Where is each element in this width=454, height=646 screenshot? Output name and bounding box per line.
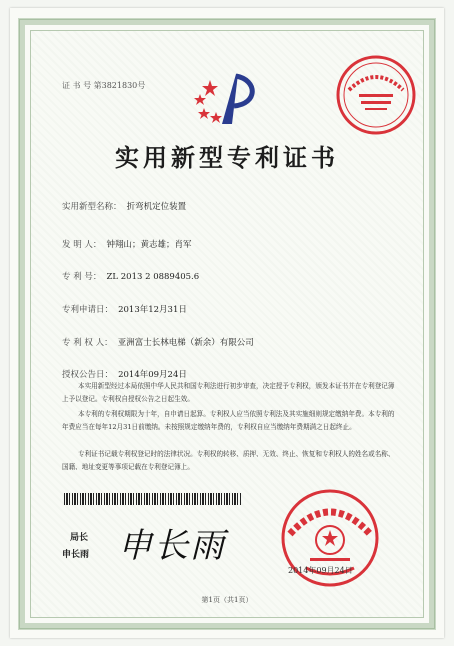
body-paragraph: 本专利的专利权期限为十年，自申请日起算。专利权人应当依照专利法及其实施细则规定缴纳年费。本专利的年费应当在每年12月31日前缴纳。未按照规定缴纳年费的，专利权自应当缴纳年费期满之日起终止。 (62, 410, 395, 431)
signature-role: 局长 (70, 533, 89, 543)
patent-office-emblem-icon (188, 70, 264, 128)
field-label: 发 明 人： (62, 240, 102, 250)
field-label: 授权公告日： (62, 370, 114, 380)
field-row (62, 297, 187, 316)
seal-date: 2014年09月24日 (288, 566, 353, 575)
field-row (62, 362, 187, 381)
barcode (64, 493, 242, 505)
field-row (62, 194, 186, 213)
field-value: 亚洲富士长林电梯（新余）有限公司 (117, 338, 254, 348)
body-paragraph: 专利证书记载专利权登记时的法律状况。专利权的转移、质押、无效、终止、恢复和专利权人的姓名或名称、国籍、地址变更等事项记载在专利登记簿上。 (62, 450, 395, 471)
page-title: 实用新型专利证书 (115, 143, 339, 172)
field-row (62, 264, 199, 283)
field-value: 折弯机定位装置 (126, 202, 187, 212)
field-value: 钟翔山；黄志雄；肖军 (106, 240, 192, 250)
signature: 申长雨 (118, 526, 226, 566)
field-value: ZL 2013 2 0889405.6 (106, 272, 200, 282)
field-value: 2014年09月24日 (118, 370, 187, 380)
field-row (62, 232, 192, 251)
page-footer: 第1页（共1页） (201, 596, 253, 604)
certificate-number: 证 书 号 第3821830号 (62, 81, 146, 90)
field-label: 专 利 号： (62, 272, 102, 282)
body-paragraph: 本实用新型经过本局依照中华人民共和国专利法进行初步审查，决定授予专利权，颁发本证书并在专利登记簿上予以登记。专利权自授权公告之日起生效。 (62, 382, 395, 403)
field-label: 实用新型名称： (62, 202, 122, 212)
field-label: 专 利 权 人： (62, 338, 113, 348)
field-row (62, 330, 254, 349)
top-right-red-seal-icon (335, 54, 417, 136)
field-value: 2013年12月31日 (118, 305, 187, 315)
signature-name: 申长雨 (62, 550, 90, 560)
field-label: 专利申请日： (62, 305, 114, 315)
